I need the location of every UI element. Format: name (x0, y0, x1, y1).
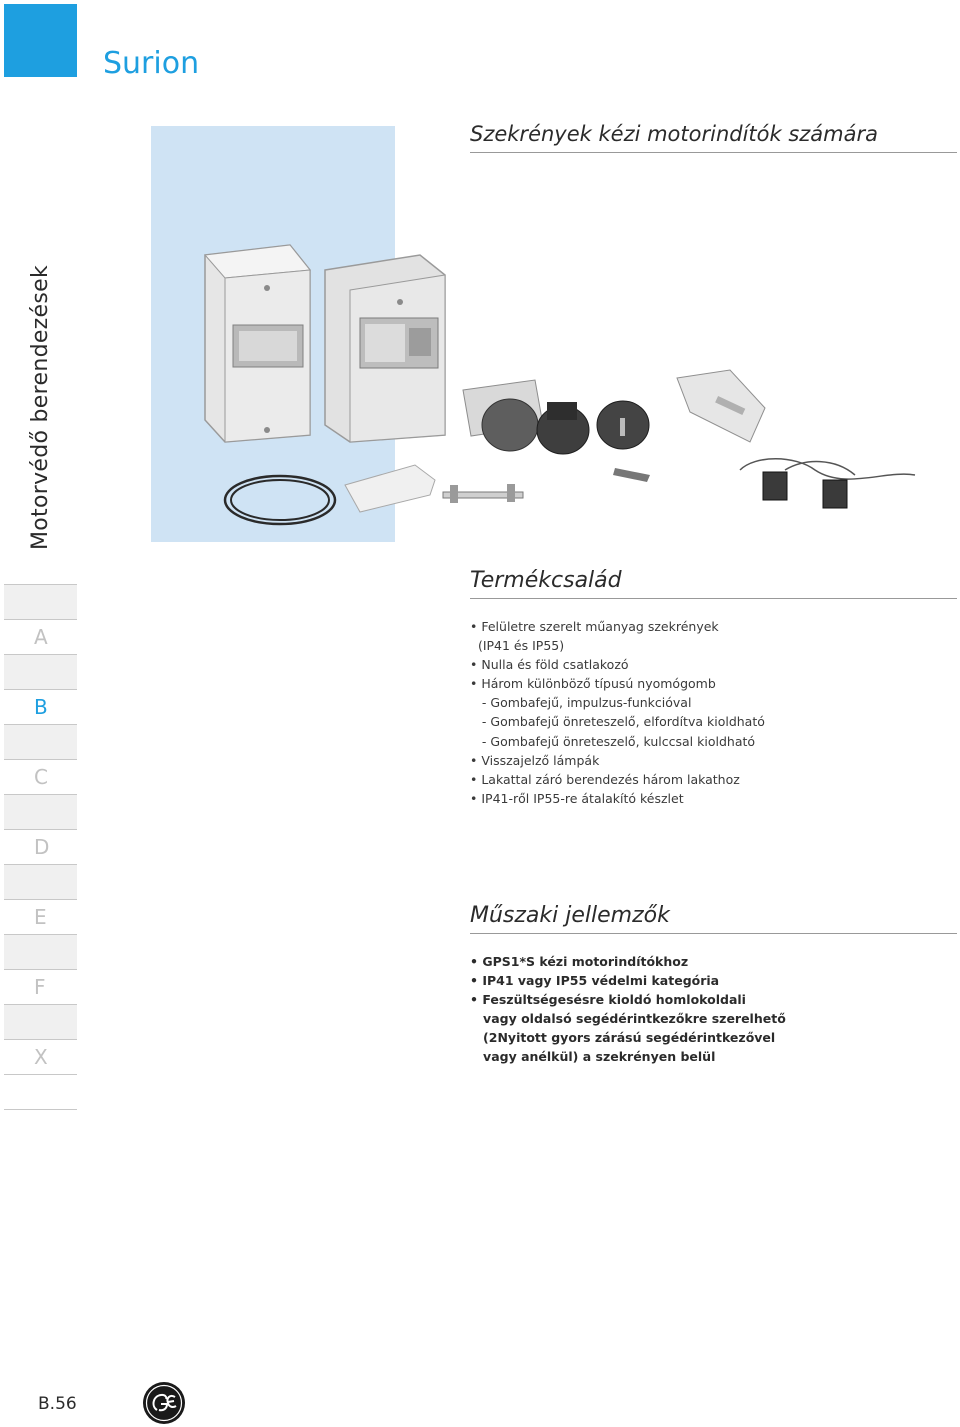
terminal-cover-image (345, 465, 435, 512)
list-item: • Három különböző típusú nyomógomb (470, 676, 716, 692)
technical-features-title: Műszaki jellemzők (470, 903, 957, 934)
tab-spacer (4, 1075, 77, 1110)
list-item: - Gombafejű, impulzus-funkcióval (470, 695, 692, 711)
tab-spacer (4, 725, 77, 760)
list-item: • IP41-ről IP55-re átalakító készlet (470, 790, 684, 806)
indicator-lamp-image (740, 459, 915, 508)
list-item: • Lakattal záró berendezés három lakathoz (470, 771, 740, 787)
list-item: vagy anélkül) a szekrényen belül (470, 1049, 716, 1065)
section-index-tabs (4, 552, 77, 1110)
tab-spacer (4, 795, 77, 830)
push-button-key-image (597, 401, 650, 482)
list-item: • IP41 vagy IP55 védelmi kategória (470, 973, 720, 989)
list-item: (IP41 és IP55) (470, 638, 565, 654)
list-item: • Visszajelző lámpák (470, 752, 600, 768)
list-item: - Gombafejű önreteszelő, kulccsal kioldható (470, 733, 756, 749)
tab-e[interactable]: E (4, 900, 77, 935)
list-item: vagy oldalsó segédérintkezőkre szerelhető (470, 1011, 786, 1027)
brand-name: Surion (103, 46, 200, 81)
list-item: (2Nyitott gyors zárású segédérintkezővel (470, 1030, 776, 1046)
page-number: B.56 (38, 1394, 77, 1414)
enclosure-ip41-image (205, 245, 310, 442)
side-section-title: Motorvédő berendezések (28, 264, 53, 550)
list-item: • Nulla és föld csatlakozó (470, 657, 629, 673)
tab-c[interactable]: C (4, 760, 77, 795)
tab-spacer (4, 1005, 77, 1040)
product-family-title: Termékcsalád (470, 568, 957, 599)
tab-spacer (4, 655, 77, 690)
push-button-padlock-image (463, 380, 543, 451)
tab-b[interactable]: B (4, 690, 77, 725)
product-family-list (470, 617, 765, 808)
tab-f[interactable]: F (4, 970, 77, 1005)
list-item: • Felületre szerelt műanyag szekrények (470, 619, 719, 634)
tab-spacer (4, 552, 77, 585)
enclosure-ip55-image (325, 255, 445, 442)
tab-x[interactable]: X (4, 1040, 77, 1075)
page-heading: Szekrények kézi motorindítók számára (470, 122, 957, 153)
list-item: • Feszültségesésre kioldó homlokoldali (470, 992, 746, 1008)
tab-d[interactable]: D (4, 830, 77, 865)
tab-a[interactable]: A (4, 620, 77, 655)
list-item: - Gombafejű önreteszelő, elfordítva kioldható (470, 714, 765, 730)
list-item: • GPS1*S kézi motorindítókhoz (470, 954, 689, 969)
technical-features-list (470, 952, 786, 1067)
terminal-bar-image (443, 484, 523, 503)
gasket-ring-image (225, 476, 335, 524)
product-photo (195, 230, 925, 550)
brand-color-square (4, 4, 77, 77)
padlock-plate-image (677, 370, 765, 442)
push-button-mushroom-image (537, 402, 589, 454)
tab-spacer (4, 935, 77, 970)
tab-spacer (4, 585, 77, 620)
tab-spacer (4, 865, 77, 900)
ge-logo-icon (141, 1380, 187, 1426)
